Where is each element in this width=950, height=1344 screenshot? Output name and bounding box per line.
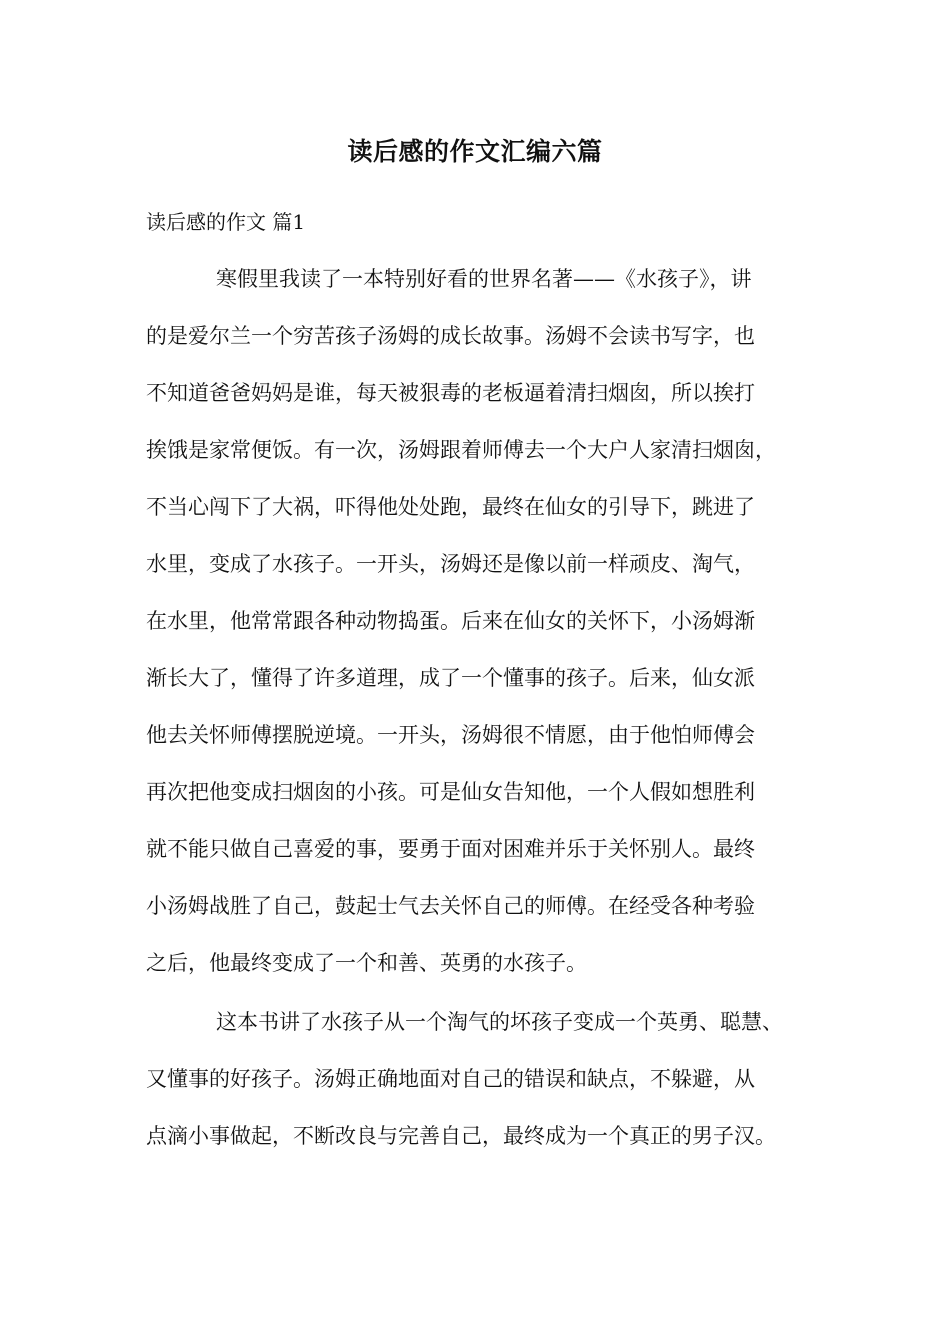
paragraph-line: 这本书讲了水孩子从一个淘气的坏孩子变成一个英勇、聪慧、 — [216, 1010, 783, 1034]
paragraph-line: 挨饿是家常便饭。有一次，汤姆跟着师傅去一个大户人家清扫烟囱， — [146, 438, 776, 462]
document-title: 读后感的作文汇编六篇 — [347, 137, 603, 166]
paragraph-line: 的是爱尔兰一个穷苦孩子汤姆的成长故事。汤姆不会读书写字，也 — [146, 324, 755, 348]
paragraph-line: 再次把他变成扫烟囱的小孩。可是仙女告知他，一个人假如想胜利 — [146, 780, 755, 804]
paragraph-line: 又懂事的好孩子。汤姆正确地面对自己的错误和缺点，不躲避，从 — [146, 1067, 755, 1091]
paragraph-line: 寒假里我读了一本特别好看的世界名著——《水孩子》，讲 — [216, 267, 752, 291]
paragraph-line: 不当心闯下了大祸，吓得他处处跑，最终在仙女的引导下，跳进了 — [146, 495, 755, 519]
paragraph-line: 水里，变成了水孩子。一开头，汤姆还是像以前一样顽皮、淘气， — [146, 552, 755, 576]
paragraph-line: 他去关怀师傅摆脱逆境。一开头，汤姆很不情愿，由于他怕师傅会 — [146, 723, 755, 747]
paragraph-line: 就不能只做自己喜爱的事，要勇于面对困难并乐于关怀别人。最终 — [146, 837, 755, 861]
paragraph-line: 点滴小事做起，不断改良与完善自己，最终成为一个真正的男子汉。 — [146, 1124, 776, 1148]
section-heading: 读后感的作文 篇1 — [146, 210, 306, 234]
paragraph-line: 渐长大了，懂得了许多道理，成了一个懂事的孩子。后来，仙女派 — [146, 666, 755, 690]
paragraph-line: 之后，他最终变成了一个和善、英勇的水孩子。 — [146, 951, 587, 975]
paragraph-line: 小汤姆战胜了自己，鼓起士气去关怀自己的师傅。在经受各种考验 — [146, 894, 755, 918]
paragraph-line: 不知道爸爸妈妈是谁，每天被狠毒的老板逼着清扫烟囱，所以挨打 — [146, 381, 755, 405]
paragraph-line: 在水里，他常常跟各种动物捣蛋。后来在仙女的关怀下，小汤姆渐 — [146, 609, 755, 633]
